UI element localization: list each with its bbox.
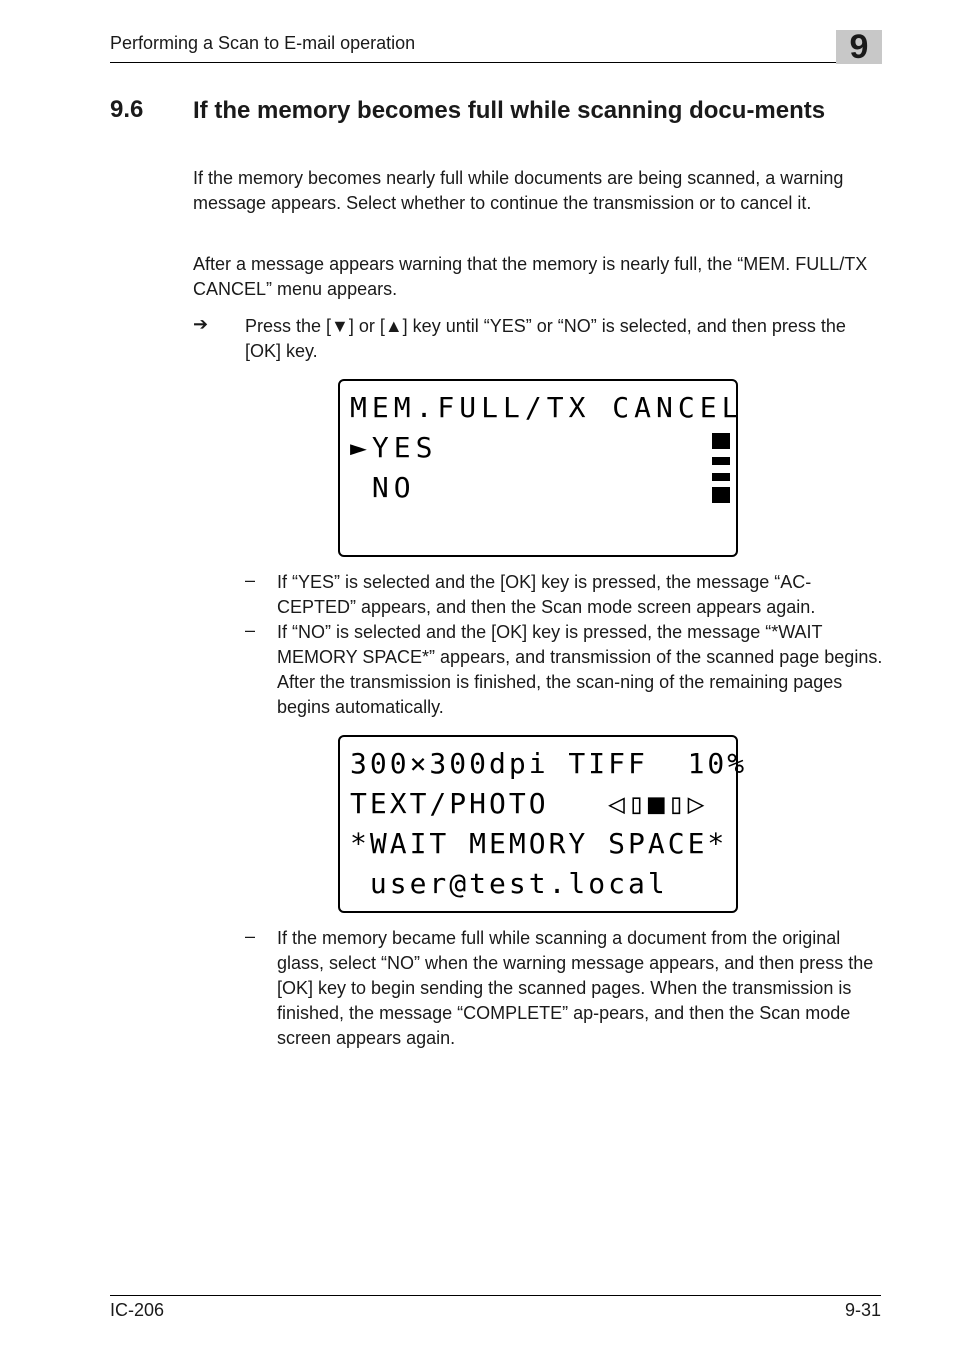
bullet-original-glass: If the memory became full while scanning a document from the original glass, select “NO” when the warning message appears, and then press the [OK] key to begin sending the scanned pages. When the transmission is finished, the message “COMPLETE” ap-pears, and then the Scan mode screen appears again.	[277, 928, 874, 1048]
lcd-line: 300×300dpi TIFF 10%	[350, 747, 748, 780]
scroll-down-arrow-icon	[712, 487, 730, 503]
intro-paragraph: If the memory becomes nearly full while documents are being scanned, a warning message appears. Select whether to continue the transmission or to cancel it.	[193, 168, 844, 213]
scroll-bar-indicator-icon	[712, 457, 730, 465]
header-rule	[110, 62, 881, 63]
step-text: Press the [▼] or [▲] key until “YES” or “NO” is selected, and then press the [OK] key.	[245, 316, 846, 361]
footer-page-number: 9-31	[844, 1300, 881, 1320]
dash-bullet: –	[245, 620, 256, 640]
lcd-line: user@test.local	[350, 867, 668, 900]
section-number: 9.6	[110, 96, 144, 123]
lcd-display-mem-full	[338, 379, 744, 557]
scroll-down-indicator-icon	[712, 473, 730, 481]
scroll-up-indicator-icon	[712, 433, 730, 449]
lcd-line: MEM.FULL/TX CANCEL	[350, 391, 744, 424]
chapter-number-badge: 9	[836, 30, 882, 64]
header-title: Performing a Scan to E-mail operation	[110, 33, 416, 53]
dash-bullet: –	[245, 926, 256, 946]
menu-paragraph: After a message appears warning that the memory is nearly full, the “MEM. FULL/TX CANCEL” menu appears.	[193, 254, 868, 299]
dash-bullet: –	[245, 570, 256, 590]
footer-rule	[110, 1295, 881, 1296]
lcd-line: NO	[350, 471, 416, 504]
section-title: If the memory becomes full while scanning docu-ments	[193, 97, 826, 124]
footer-model: IC-206	[110, 1300, 165, 1320]
lcd-line: *WAIT MEMORY SPACE*	[350, 827, 728, 860]
lcd-line: ►YES	[350, 431, 438, 464]
lcd-display-wait-memory	[338, 735, 748, 913]
bullet-yes: If “YES” is selected and the [OK] key is pressed, the message “AC-CEPTED” appears, and then the Scan mode screen appears again.	[277, 572, 816, 617]
lcd-line: TEXT/PHOTO ◁▯■▯▷	[350, 787, 708, 820]
arrow-icon: ➔	[193, 314, 209, 334]
bullet-no: If “NO” is selected and the [OK] key is pressed, the message “*WAIT MEMORY SPACE*” appears, and transmission of the scanned page begins. After the transmission is finished, the scan-ning of the remaining pages begins automatically.	[277, 622, 883, 717]
